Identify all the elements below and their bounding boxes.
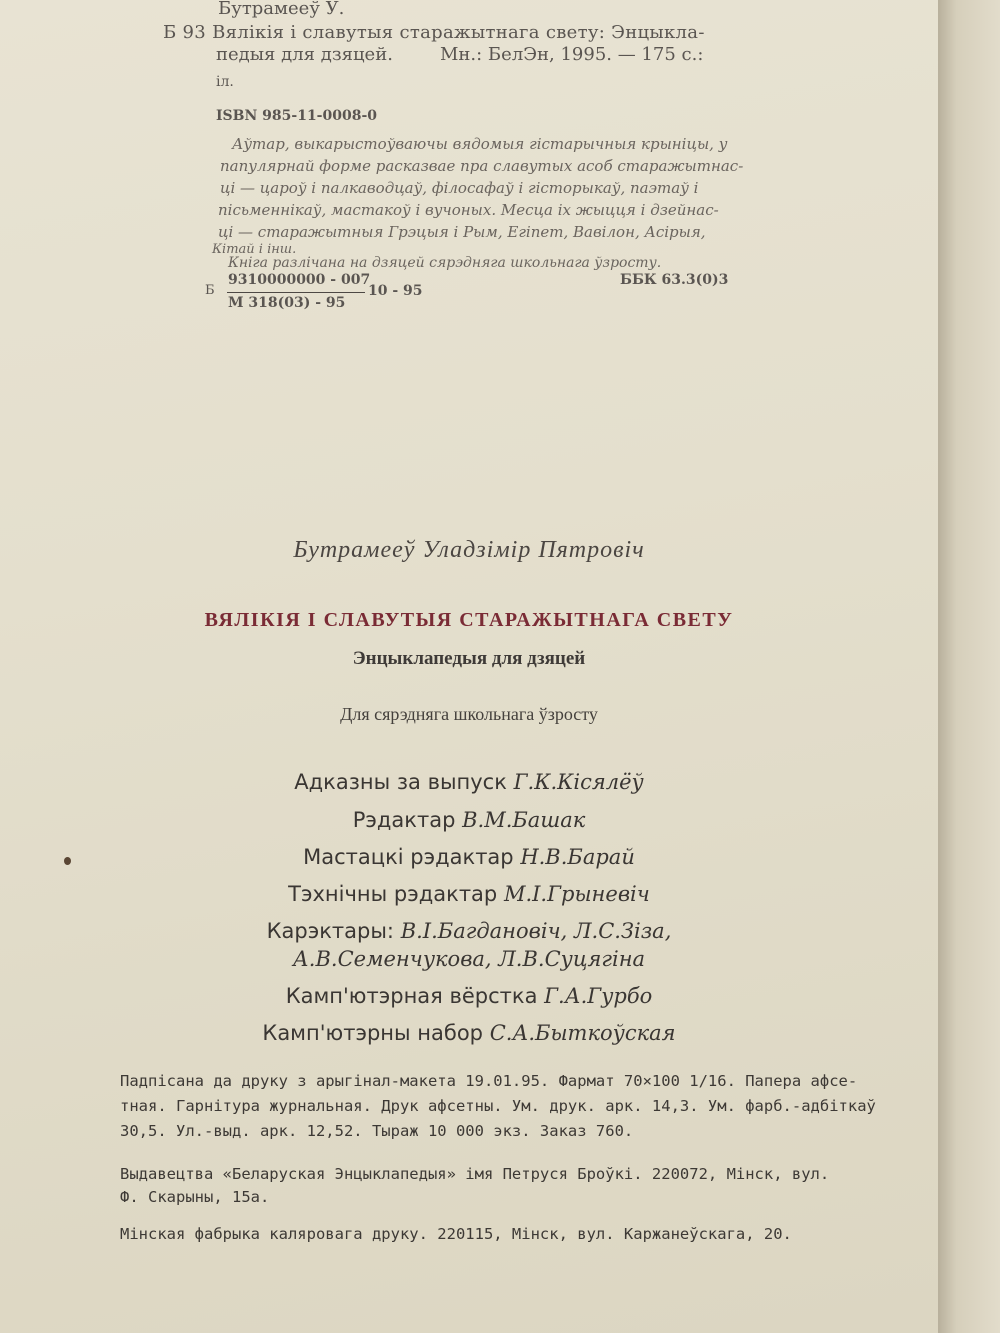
ink-spot bbox=[64, 857, 71, 865]
credit-role: Камп'ютэрная вёрстка bbox=[285, 984, 538, 1008]
credit-name: В.І.Багдановіч, Л.С.Зіза, bbox=[400, 919, 672, 943]
credit-line bbox=[0, 845, 938, 869]
abstract-line: пісьменнікаў, мастакоў і вучоных. Месца іх жыцця і дзейнас- bbox=[218, 201, 719, 219]
credit-name: С.А.Быткоўская bbox=[489, 1021, 676, 1045]
credit-name: В.М.Башак bbox=[462, 808, 586, 832]
credit-role: Камп'ютэрны набор bbox=[262, 1021, 484, 1045]
credit-line bbox=[0, 947, 938, 971]
imprint-line: Падпісана да друку з арыгінал-макета 19.01.95. Фармат 70×100 1/16. Папера афсе- bbox=[120, 1072, 858, 1090]
abstract-line: Кітай і інш. bbox=[212, 242, 297, 257]
credit-name: Н.В.Барай bbox=[520, 845, 635, 869]
credit-line bbox=[0, 808, 938, 832]
credit-name: Г.К.Кісялёў bbox=[513, 770, 644, 794]
catalog-line-1-end: Мн.: БелЭн, 1995. — 175 с.: bbox=[440, 44, 704, 65]
fraction-bar bbox=[227, 292, 365, 293]
author-full-name: Бутрамееў Уладзімір Пятровіч bbox=[293, 537, 645, 563]
credit-role: Карэктары: bbox=[266, 919, 394, 943]
catalog-code-denominator: М 318(03) - 95 bbox=[228, 295, 346, 311]
imprint-line: тная. Гарнітура журнальная. Друк афсетны. Ум. друк. арк. 14,3. Ум. фарб.-адбіткаў bbox=[120, 1097, 876, 1115]
catalog-audience: Кніга разлічана на дзяцей сярэдняга школьнага ўзросту. bbox=[228, 255, 662, 271]
credit-role: Тэхнічны рэдактар bbox=[288, 882, 498, 906]
credit-role: Мастацкі рэдактар bbox=[303, 845, 514, 869]
age-note: Для сярэдняга школьнага ўзросту bbox=[340, 704, 598, 724]
credit-name: Г.А.Гурбо bbox=[544, 984, 653, 1008]
credit-role: Рэдактар bbox=[352, 808, 456, 832]
catalog-author: Бутрамееў У. bbox=[218, 0, 345, 19]
imprint-line: Ф. Скарыны, 15а. bbox=[120, 1188, 270, 1206]
imprint-line: Выдавецтва «Беларуская Энцыклапедыя» імя Петруся Броўкі. 220072, Мінск, вул. bbox=[120, 1165, 830, 1183]
catalog-isbn: ISBN 985-11-0008-0 bbox=[216, 108, 378, 124]
catalog-line-3: іл. bbox=[216, 74, 234, 90]
book-spine bbox=[938, 0, 1000, 1333]
catalog-line-1: Б 93 Вялікія і славутыя старажытнага свету: Энцыкла- bbox=[163, 22, 705, 43]
abstract-line: ці — цароў і палкаводцаў, філосафаў і гісторыкаў, паэтаў і bbox=[220, 179, 699, 197]
catalog-bbk: ББК 63.3(0)3 bbox=[620, 272, 729, 288]
catalog-code-suffix: 10 - 95 bbox=[368, 283, 423, 299]
abstract-line: Аўтар, выкарыстоўваючы вядомыя гістарычныя крыніцы, у bbox=[232, 135, 728, 153]
credit-line bbox=[0, 882, 938, 906]
abstract-line: папулярнай форме расказвае пра славутых асоб старажытнас- bbox=[220, 157, 744, 175]
imprint-line: 30,5. Ул.-выд. арк. 12,52. Тыраж 10 000 экз. Заказ 760. bbox=[120, 1122, 634, 1140]
book-subtitle: Энцыклапедыя для дзяцей bbox=[352, 648, 586, 669]
catalog-code-prefix: Б bbox=[205, 283, 215, 298]
credit-line bbox=[0, 1021, 938, 1045]
credit-name: М.І.Грыневіч bbox=[503, 882, 650, 906]
abstract-line: ці — старажытныя Грэцыя і Рым, Егіпет, Вавілон, Асірыя, bbox=[218, 223, 706, 241]
credit-name: А.В.Семенчукова, Л.В.Суцягіна bbox=[292, 947, 646, 971]
book-title: ВЯЛІКІЯ І СЛАВУТЫЯ СТАРАЖЫТНАГА СВЕТУ bbox=[204, 609, 734, 631]
catalog-code-numerator: 9310000000 - 007 bbox=[228, 272, 371, 288]
credit-line bbox=[0, 919, 938, 943]
catalog-line-2: педыя для дзяцей. bbox=[216, 44, 393, 65]
credit-line bbox=[0, 984, 938, 1008]
imprint-line: Мінская фабрыка каляровага друку. 220115, Мінск, вул. Каржанеўскага, 20. bbox=[120, 1225, 792, 1243]
credit-role: Адказны за выпуск bbox=[294, 770, 507, 794]
credit-line bbox=[0, 770, 938, 794]
